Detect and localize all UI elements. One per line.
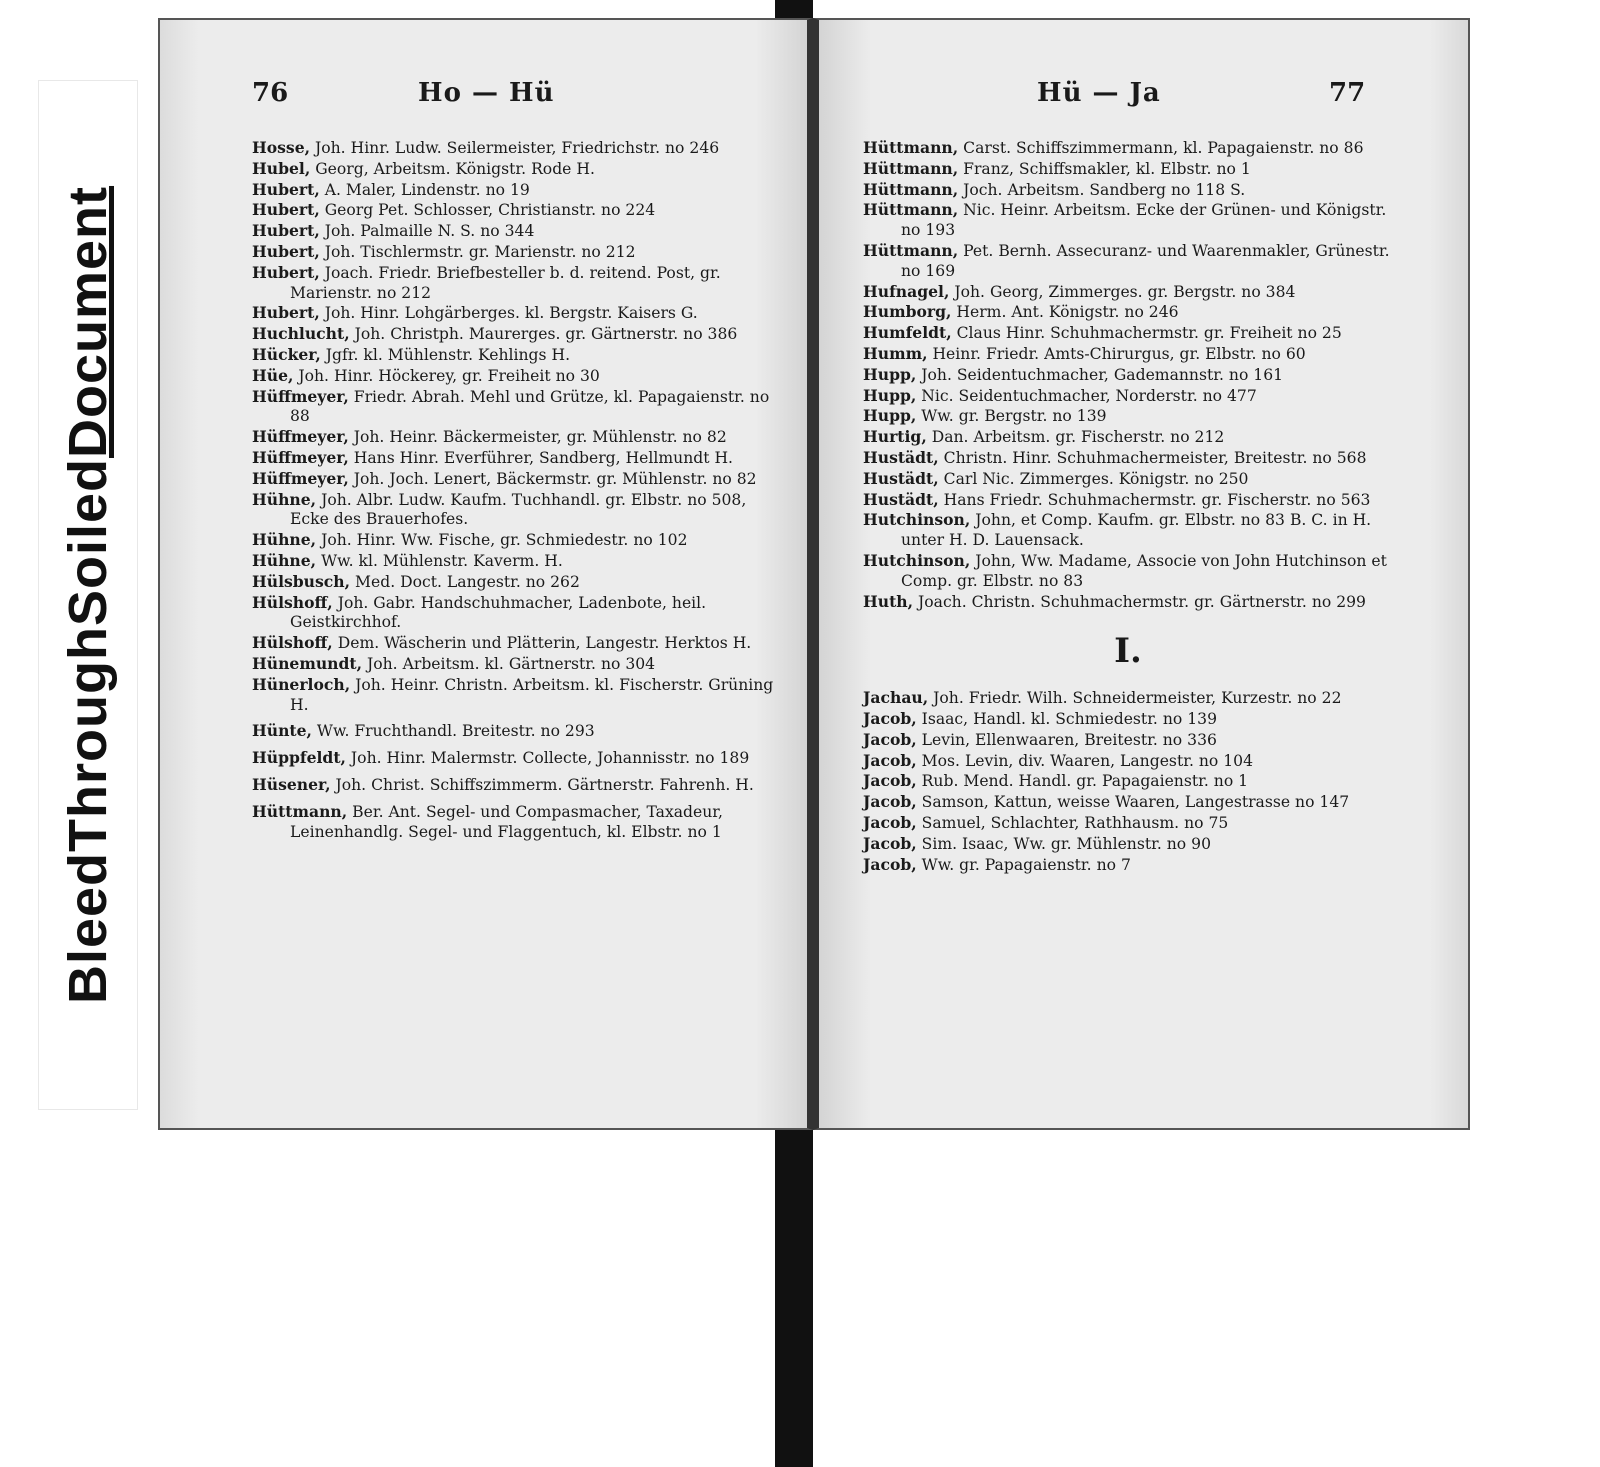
entry-surname: Hubert, [252, 262, 320, 282]
directory-entry [252, 748, 782, 769]
entry-surname: Hubert, [252, 221, 320, 241]
entry-surname: Huth, [863, 591, 914, 611]
entry-details: Joch. Arbeitsm. Sandberg no 118 S. [958, 180, 1246, 199]
entry-surname: Hüe, [252, 365, 294, 385]
directory-entry [863, 427, 1393, 448]
entry-details: Isaac, Handl. kl. Schmiedestr. no 139 [916, 709, 1217, 728]
label-word-through: Through [58, 626, 118, 852]
entry-details: Levin, Ellenwaaren, Breitestr. no 336 [916, 730, 1217, 749]
entry-details: Joh. Hinr. Malermstr. Collecte, Johannisstr. no 189 [345, 749, 750, 768]
directory-entry [863, 302, 1393, 323]
entry-details: John, Ww. Madame, Associe von John Hutchinson et Comp. gr. Elbstr. no 83 [901, 551, 1387, 590]
entry-surname: Hosse, [252, 138, 311, 157]
open-book [158, 18, 1470, 1130]
entry-details: Joh. Heinr. Bäckermeister, gr. Mühlenstr. no 82 [348, 428, 727, 447]
directory-entry [252, 427, 782, 448]
left-directory-entries [252, 138, 782, 842]
entry-surname: Hutchinson, [863, 510, 971, 530]
entry-surname: Hüttmann, [252, 801, 348, 821]
right-page-number: 77 [1329, 78, 1366, 108]
entry-surname: Jacob, [863, 833, 917, 853]
entry-details: Claus Hinr. Schuhmachermstr. gr. Freiheit no 25 [951, 324, 1342, 343]
entry-surname: Hubert, [252, 303, 320, 323]
entry-details: Joh. Georg, Zimmerges. gr. Bergstr. no 384 [949, 282, 1296, 301]
entry-surname: Hupp, [863, 385, 917, 405]
directory-entry [252, 159, 782, 180]
entry-details: A. Maler, Lindenstr. no 19 [319, 180, 530, 199]
directory-entry [863, 792, 1393, 813]
entry-details: Ww. gr. Papagaienstr. no 7 [916, 855, 1131, 874]
entry-details: Ww. kl. Mühlenstr. Kaverm. H. [316, 551, 563, 570]
entry-surname: Hühne, [252, 489, 317, 509]
directory-entry [252, 593, 782, 634]
entry-details: Sim. Isaac, Ww. gr. Mühlenstr. no 90 [916, 834, 1211, 853]
right-page [813, 18, 1470, 1130]
entry-surname: Hüppfeldt, [252, 748, 346, 768]
entry-details: Joh. Friedr. Wilh. Schneidermeister, Kurzestr. no 22 [928, 689, 1342, 708]
entry-surname: Jacob, [863, 771, 917, 791]
entry-details: Joach. Friedr. Briefbesteller b. d. reitend. Post, gr. Marienstr. no 212 [290, 263, 721, 302]
entry-details: Joh. Hinr. Ludw. Seilermeister, Friedrichstr. no 246 [310, 139, 720, 157]
directory-entry [863, 448, 1393, 469]
directory-entry [863, 855, 1393, 876]
label-word-document: Document [58, 185, 118, 458]
directory-entry [863, 200, 1393, 241]
entry-details: Joh. Hinr. Höckerey, gr. Freiheit no 30 [293, 366, 600, 385]
directory-entry [863, 771, 1393, 792]
directory-entry [252, 387, 782, 428]
entry-surname: Jacob, [863, 708, 917, 728]
directory-entry [252, 221, 782, 242]
spine-top [775, 0, 813, 18]
entry-surname: Hünte, [252, 721, 312, 741]
left-page-number: 76 [252, 78, 289, 108]
directory-entry [863, 551, 1393, 592]
right-directory-entries [863, 138, 1393, 875]
entry-details: Hans Hinr. Everführer, Sandberg, Hellmundt H. [348, 448, 734, 467]
directory-entry [252, 469, 782, 490]
directory-entry [863, 688, 1393, 709]
entry-surname: Hühne, [252, 550, 317, 570]
directory-entry [252, 242, 782, 263]
directory-entry [863, 813, 1393, 834]
directory-entry [863, 365, 1393, 386]
directory-entry [252, 303, 782, 324]
entry-surname: Hustädt, [863, 489, 939, 509]
entry-details: Dem. Wäscherin und Plätterin, Langestr. Herktos H. [332, 634, 752, 653]
entry-surname: Jacob, [863, 729, 917, 749]
entry-details: Carl Nic. Zimmerges. Königstr. no 250 [938, 469, 1249, 488]
entry-details: Joh. Gabr. Handschuhmacher, Ladenbote, heil. Geistkirchhof. [290, 593, 707, 632]
directory-entry [863, 323, 1393, 344]
directory-entry [252, 675, 782, 716]
directory-entry [863, 592, 1393, 613]
entry-surname: Hünerloch, [252, 674, 351, 694]
entry-surname: Hurtig, [863, 427, 927, 447]
entry-surname: Hüttmann, [863, 200, 959, 220]
entry-details: Joach. Christn. Schuhmachermstr. gr. Gärtnerstr. no 299 [913, 592, 1366, 611]
entry-details: Pet. Bernh. Assecuranz- und Waarenmakler, Grünestr. no 169 [901, 241, 1390, 280]
entry-details: Georg, Arbeitsm. Königstr. Rode H. [310, 159, 595, 178]
entry-surname: Hüttmann, [863, 138, 959, 157]
directory-entry [252, 802, 782, 843]
entry-details: Joh. Hinr. Ww. Fische, gr. Schmiedestr. no 102 [316, 531, 688, 550]
spine-bottom [775, 1130, 813, 1467]
directory-entry [863, 138, 1393, 159]
directory-entry [252, 180, 782, 201]
right-page-title: Hü — Ja [1037, 78, 1161, 108]
directory-entry [863, 282, 1393, 303]
entry-details: Herm. Ant. Königstr. no 246 [951, 303, 1179, 322]
directory-entry [863, 344, 1393, 365]
entry-surname: Hüffmeyer, [252, 427, 349, 447]
entry-surname: Hülshoff, [252, 592, 333, 612]
entry-details: Georg Pet. Schlosser, Christianstr. no 224 [319, 201, 656, 220]
entry-surname: Hustädt, [863, 468, 939, 488]
entry-details: Joh. Christph. Maurerges. gr. Gärtnerstr. no 386 [349, 325, 738, 344]
left-page-header [160, 78, 807, 114]
entry-surname: Hupp, [863, 406, 917, 426]
directory-entry [863, 241, 1393, 282]
entry-details: Mos. Levin, div. Waaren, Langestr. no 104 [916, 751, 1254, 770]
entry-surname: Hüffmeyer, [252, 386, 349, 406]
entry-details: Friedr. Abrah. Mehl und Grütze, kl. Papagaienstr. no 88 [290, 387, 770, 426]
entry-details: Jgfr. kl. Mühlenstr. Kehlings H. [320, 345, 571, 364]
entries-before-section [863, 138, 1393, 612]
entry-surname: Jachau, [863, 688, 929, 708]
entry-surname: Humfeldt, [863, 323, 952, 343]
entry-details: Ww. Fruchthandl. Breitestr. no 293 [311, 722, 595, 741]
directory-entry [863, 159, 1393, 180]
directory-entry [252, 345, 782, 366]
condition-label-text [57, 186, 119, 1004]
entry-details: Nic. Seidentuchmacher, Norderstr. no 477 [916, 386, 1257, 405]
entry-details: Hans Friedr. Schuhmachermstr. gr. Fischerstr. no 563 [938, 490, 1371, 509]
entry-details: Samuel, Schlachter, Rathhausm. no 75 [916, 813, 1229, 832]
directory-entry [863, 490, 1393, 511]
directory-entry [252, 775, 782, 796]
entry-surname: Humm, [863, 343, 928, 363]
directory-entry [252, 138, 782, 159]
directory-entry [252, 721, 782, 742]
entry-details: Joh. Albr. Ludw. Kaufm. Tuchhandl. gr. Elbstr. no 508, Ecke des Brauerhofes. [290, 490, 747, 529]
entry-details: Nic. Heinr. Arbeitsm. Ecke der Grünen- und Königstr. no 193 [901, 201, 1387, 240]
directory-entry [252, 572, 782, 593]
right-page-header [819, 78, 1468, 114]
directory-entry [252, 200, 782, 221]
entry-surname: Hüttmann, [863, 158, 959, 178]
directory-entry [863, 510, 1393, 551]
entry-details: Ber. Ant. Segel- und Compasmacher, Taxadeur, Leinenhandlg. Segel- und Flaggentuch, kl. Elbstr. no 1 [290, 802, 723, 841]
directory-entry [863, 730, 1393, 751]
entry-surname: Jacob, [863, 854, 917, 874]
entry-surname: Hubel, [252, 158, 311, 178]
entry-surname: Jacob, [863, 812, 917, 832]
entry-surname: Hülsbusch, [252, 571, 351, 591]
document-condition-label [38, 80, 138, 1110]
label-word-soiled: Soiled [58, 457, 118, 627]
entry-surname: Hutchinson, [863, 550, 971, 570]
directory-entry [863, 751, 1393, 772]
entry-surname: Hüttmann, [863, 179, 959, 199]
entry-surname: Hustädt, [863, 447, 939, 467]
entry-surname: Hüttmann, [863, 240, 959, 260]
entry-surname: Hüffmeyer, [252, 447, 349, 467]
entry-surname: Hüsener, [252, 774, 331, 794]
entry-details: Med. Doct. Langestr. no 262 [350, 572, 580, 591]
entry-details: Heinr. Friedr. Amts-Chirurgus, gr. Elbstr. no 60 [927, 344, 1306, 363]
entry-details: John, et Comp. Kaufm. gr. Elbstr. no 83 B. C. in H. unter H. D. Lauensack. [901, 511, 1372, 550]
entry-surname: Hünemundt, [252, 653, 363, 673]
entry-surname: Hubert, [252, 179, 320, 199]
directory-entry [252, 366, 782, 387]
left-page-title: Ho — Hü [418, 78, 555, 108]
directory-entry [252, 654, 782, 675]
entry-surname: Hufnagel, [863, 281, 950, 301]
entry-details: Samson, Kattun, weisse Waaren, Langestrasse no 147 [916, 793, 1350, 812]
entry-details: Joh. Heinr. Christn. Arbeitsm. kl. Fischerstr. Grüning H. [290, 675, 774, 714]
entry-details: Franz, Schiffsmakler, kl. Elbstr. no 1 [958, 159, 1251, 178]
label-word-bleed: Bleed [58, 851, 118, 1005]
entry-surname: Hühne, [252, 530, 317, 550]
directory-entry [252, 633, 782, 654]
entry-surname: Hüffmeyer, [252, 468, 349, 488]
directory-entry [252, 263, 782, 304]
entry-details: Rub. Mend. Handl. gr. Papagaienstr. no 1 [916, 772, 1249, 791]
entry-details: Joh. Christ. Schiffszimmerm. Gärtnerstr. Fahrenh. H. [330, 775, 754, 794]
directory-entry [252, 490, 782, 531]
entry-surname: Hücker, [252, 344, 321, 364]
directory-entry [252, 530, 782, 551]
directory-entry [252, 551, 782, 572]
directory-entry [863, 709, 1393, 730]
directory-entry [252, 324, 782, 345]
entry-details: Joh. Tischlermstr. gr. Marienstr. no 212 [319, 242, 636, 261]
entry-details: Dan. Arbeitsm. gr. Fischerstr. no 212 [926, 428, 1225, 447]
entry-surname: Huchlucht, [252, 324, 350, 344]
entry-details: Christn. Hinr. Schuhmachermeister, Breitestr. no 568 [938, 448, 1367, 467]
entry-surname: Jacob, [863, 750, 917, 770]
entry-surname: Hubert, [252, 200, 320, 220]
entry-surname: Hülshoff, [252, 633, 333, 653]
entry-details: Carst. Schiffszimmermann, kl. Papagaienstr. no 86 [958, 139, 1364, 157]
entry-details: Joh. Joch. Lenert, Bäckermstr. gr. Mühlenstr. no 82 [348, 469, 757, 488]
entry-details: Joh. Palmaille N. S. no 344 [319, 222, 535, 241]
directory-entry [863, 834, 1393, 855]
left-page [158, 18, 813, 1130]
directory-entry [863, 469, 1393, 490]
entry-details: Ww. gr. Bergstr. no 139 [916, 407, 1107, 426]
directory-entry [863, 180, 1393, 201]
entry-surname: Jacob, [863, 792, 917, 812]
entries-after-section [863, 688, 1393, 875]
entry-surname: Hupp, [863, 364, 917, 384]
entry-details: Joh. Hinr. Lohgärberges. kl. Bergstr. Kaisers G. [319, 304, 698, 323]
directory-entry [863, 406, 1393, 427]
entry-surname: Hubert, [252, 241, 320, 261]
directory-entry [863, 386, 1393, 407]
entry-surname: Humborg, [863, 302, 952, 322]
entry-details: Joh. Seidentuchmacher, Gademannstr. no 161 [916, 365, 1284, 384]
entry-details: Joh. Arbeitsm. kl. Gärtnerstr. no 304 [362, 654, 656, 673]
section-letter: I. [1114, 631, 1142, 672]
directory-entry [252, 448, 782, 469]
